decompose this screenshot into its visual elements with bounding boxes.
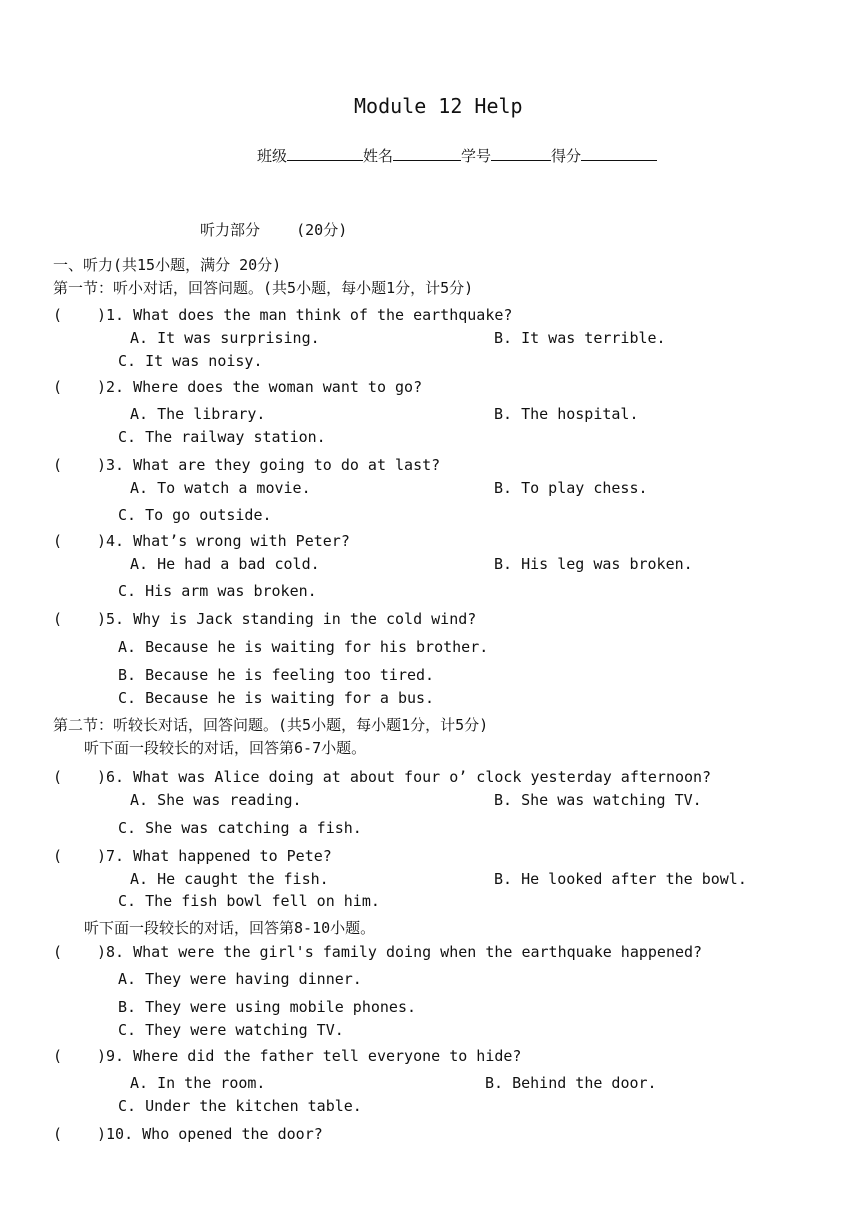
question-6 — [53, 767, 711, 787]
id-label: 学号 — [461, 147, 492, 165]
option-a: A. To watch a movie. — [130, 479, 311, 497]
option-b: B. Because he is feeling too tired. — [118, 666, 435, 684]
option-a: A. They were having dinner. — [118, 970, 362, 988]
option-c: C. Under the kitchen table. — [118, 1097, 362, 1115]
part1-title: 一、听力(共15小题，满分 20分) — [53, 256, 282, 274]
option-c: C. His arm was broken. — [118, 582, 317, 600]
question-7 — [53, 846, 332, 866]
option-b: B. Behind the door. — [485, 1074, 657, 1092]
question-stem: )10. Who opened the door? — [97, 1125, 323, 1143]
question-1 — [53, 305, 512, 325]
id-blank[interactable] — [491, 144, 551, 161]
answer-bracket[interactable]: ( — [53, 456, 63, 474]
question-8 — [53, 942, 702, 962]
score-label: 得分 — [551, 147, 582, 165]
page-title: Module 12 Help — [354, 94, 523, 118]
option-a: A. In the room. — [130, 1074, 266, 1092]
name-blank[interactable] — [393, 144, 461, 161]
option-a: A. She was reading. — [130, 791, 302, 809]
question-stem: )2. Where does the woman want to go? — [97, 378, 423, 396]
option-c: C. To go outside. — [118, 506, 272, 524]
question-10 — [53, 1124, 323, 1144]
option-a: A. It was surprising. — [130, 329, 320, 347]
question-3 — [53, 455, 440, 475]
question-5 — [53, 609, 476, 629]
name-label: 姓名 — [363, 147, 394, 165]
question-stem: )8. What were the girl's family doing when the earthquake happened? — [97, 943, 703, 961]
question-4 — [53, 531, 350, 551]
option-b: B. His leg was broken. — [494, 555, 693, 573]
option-b: B. The hospital. — [494, 405, 639, 423]
section1-title: 第一节：听小对话，回答问题。(共5小题，每小题1分，计5分) — [53, 279, 474, 297]
option-c: C. The railway station. — [118, 428, 326, 446]
answer-bracket[interactable]: ( — [53, 532, 63, 550]
answer-bracket[interactable]: ( — [53, 768, 63, 786]
option-a: A. The library. — [130, 405, 266, 423]
answer-bracket[interactable]: ( — [53, 847, 63, 865]
option-c: C. She was catching a fish. — [118, 819, 362, 837]
student-info-line — [257, 144, 657, 166]
question-stem: )4. What’s wrong with Peter? — [97, 532, 350, 550]
instruction-6-7: 听下面一段较长的对话，回答第6-7小题。 — [84, 739, 367, 757]
option-a: A. He had a bad cold. — [130, 555, 320, 573]
class-blank[interactable] — [287, 144, 363, 161]
question-stem: )3. What are they going to do at last? — [97, 456, 441, 474]
class-label: 班级 — [257, 147, 288, 165]
question-stem: )7. What happened to Pete? — [97, 847, 332, 865]
question-stem: )5. Why is Jack standing in the cold wind? — [97, 610, 477, 628]
option-c: C. They were watching TV. — [118, 1021, 344, 1039]
option-b: B. He looked after the bowl. — [494, 870, 747, 888]
answer-bracket[interactable]: ( — [53, 306, 63, 324]
option-b: B. They were using mobile phones. — [118, 998, 417, 1016]
question-2 — [53, 377, 422, 397]
option-b: B. She was watching TV. — [494, 791, 702, 809]
question-stem: )1. What does the man think of the earthquake? — [97, 306, 513, 324]
question-stem: )9. Where did the father tell everyone to hide? — [97, 1047, 522, 1065]
option-b: B. It was terrible. — [494, 329, 666, 347]
answer-bracket[interactable]: ( — [53, 378, 63, 396]
question-stem: )6. What was Alice doing at about four o’ clock yesterday afternoon? — [97, 768, 712, 786]
question-9 — [53, 1046, 521, 1066]
answer-bracket[interactable]: ( — [53, 1125, 63, 1143]
option-a: A. Because he is waiting for his brother. — [118, 638, 489, 656]
option-c: C. Because he is waiting for a bus. — [118, 689, 435, 707]
answer-bracket[interactable]: ( — [53, 610, 63, 628]
option-b: B. To play chess. — [494, 479, 648, 497]
score-blank[interactable] — [581, 144, 657, 161]
option-c: C. The fish bowl fell on him. — [118, 892, 380, 910]
instruction-8-10: 听下面一段较长的对话，回答第8-10小题。 — [84, 919, 376, 937]
section2-title: 第二节：听较长对话，回答问题。(共5小题，每小题1分，计5分) — [53, 716, 489, 734]
option-c: C. It was noisy. — [118, 352, 263, 370]
answer-bracket[interactable]: ( — [53, 1047, 63, 1065]
answer-bracket[interactable]: ( — [53, 943, 63, 961]
listening-header: 听力部分 (20分) — [200, 221, 348, 239]
option-a: A. He caught the fish. — [130, 870, 329, 888]
